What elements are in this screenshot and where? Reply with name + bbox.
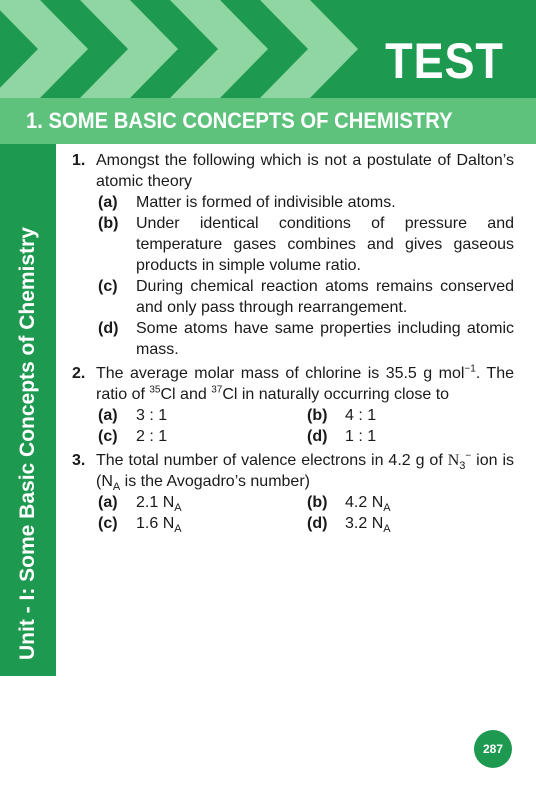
- option-label: (b): [307, 494, 328, 511]
- superscript: −: [465, 450, 472, 462]
- ion-symbol: N: [447, 452, 460, 469]
- option-label: (c): [98, 515, 118, 532]
- option-text: Matter is formed of indivisible atoms.: [136, 194, 396, 211]
- options-grid: [96, 405, 514, 447]
- option-text: Under identical conditions of pressure and temperature gases combines and gives gaseous products in simple volume ratio.: [136, 215, 514, 274]
- text-part: The average molar mass of chlorine is 35.5 g mol: [96, 365, 465, 382]
- option-c: [96, 513, 305, 534]
- option-a: [96, 192, 514, 213]
- option-label: (a): [98, 194, 118, 211]
- question-number: 2.: [72, 365, 86, 382]
- option-label: (d): [307, 428, 328, 445]
- option-text: 1 : 1: [345, 428, 377, 445]
- subscript: A: [112, 481, 121, 494]
- isotope-mass: 37: [211, 384, 223, 396]
- option-text: 3 : 1: [136, 407, 168, 424]
- option-d: [305, 513, 514, 534]
- option-b: [305, 405, 514, 426]
- page-title: TEST: [385, 33, 504, 89]
- text-part: Cl and: [160, 386, 212, 403]
- text-part: Cl in naturally occurring close to: [222, 386, 450, 403]
- subscript: A: [383, 523, 391, 536]
- unit-label: Unit - I: Some Basic Concepts of Chemistry: [16, 227, 39, 660]
- header-banner: [0, 0, 536, 98]
- option-c: [96, 276, 514, 318]
- option-label: (a): [98, 407, 118, 424]
- subscript: A: [383, 502, 391, 515]
- text-part: is the Avogadro’s number): [120, 473, 310, 490]
- question-number: 1.: [72, 152, 86, 169]
- subscript: 3: [459, 460, 466, 473]
- option-text: 4 : 1: [345, 407, 377, 424]
- option-text: 2 : 1: [136, 428, 168, 445]
- option-text: 1.6 N: [136, 515, 175, 532]
- option-a: [96, 492, 305, 513]
- isotope-mass: 35: [149, 384, 161, 396]
- text-part: ion is (N: [96, 452, 514, 490]
- page-number: 287: [474, 730, 512, 768]
- option-text: Some atoms have same properties including atomic mass.: [136, 320, 514, 358]
- option-d: [305, 426, 514, 447]
- chapter-title: 1. SOME BASIC CONCEPTS OF CHEMISTRY: [26, 108, 453, 133]
- question-text: [96, 450, 514, 492]
- subscript: A: [174, 523, 182, 536]
- option-label: (a): [98, 494, 118, 511]
- question-text: Amongst the following which is not a postulate of Dalton’s atomic theory: [96, 152, 514, 190]
- option-text: 3.2 N: [345, 515, 384, 532]
- question-2: [70, 363, 514, 447]
- option-label: (c): [98, 278, 118, 295]
- option-text: 2.1 N: [136, 494, 175, 511]
- questions-list: [70, 150, 514, 534]
- question-1: [70, 150, 514, 360]
- option-d: [96, 318, 514, 360]
- text-part: The total number of valence electrons in 4.2 g of: [96, 452, 448, 469]
- question-text: [96, 363, 514, 405]
- option-b: [96, 213, 514, 276]
- option-text: During chemical reaction atoms remains conserved and only pass through rearrangement.: [136, 278, 514, 316]
- option-label: (d): [307, 515, 328, 532]
- question-3: [70, 450, 514, 534]
- option-b: [305, 492, 514, 513]
- option-a: [96, 405, 305, 426]
- option-label: (b): [307, 407, 328, 424]
- option-label: (d): [98, 320, 119, 337]
- question-number: 3.: [72, 452, 86, 469]
- superscript: −1: [464, 363, 476, 375]
- text-part: . The ratio of: [96, 365, 515, 403]
- option-text: 4.2 N: [345, 494, 384, 511]
- option-label: (c): [98, 428, 118, 445]
- option-c: [96, 426, 305, 447]
- subscript: A: [174, 502, 182, 515]
- option-label: (b): [98, 215, 119, 232]
- options-grid: [96, 492, 514, 534]
